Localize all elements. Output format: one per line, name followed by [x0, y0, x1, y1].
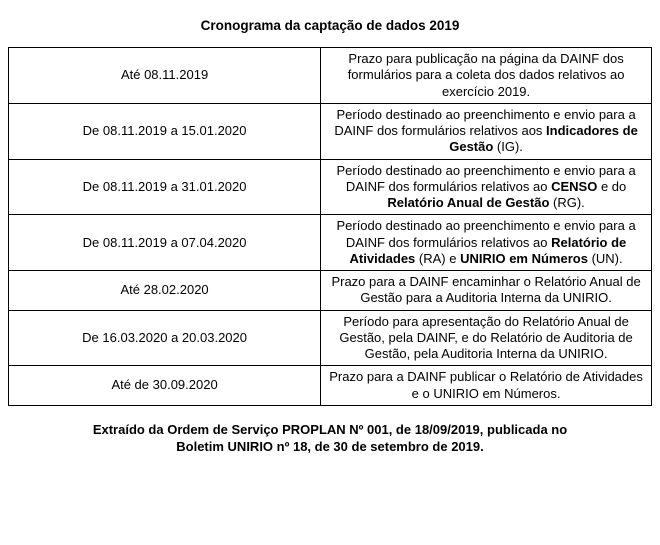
date-cell: De 08.11.2019 a 07.04.2020 [9, 215, 321, 271]
description-segment: Período destinado ao preenchimento e envio para a DAINF dos formulários relativos aos [334, 106, 636, 138]
description-segment: Prazo para publicação na página da DAINF dos formulários para a coleta dos dados relativos ao exercício 2019. [347, 51, 625, 99]
table-row [9, 103, 652, 159]
description-segment: Prazo para a DAINF publicar o Relatório de Atividades e o UNIRIO em Números. [329, 369, 643, 401]
description-bold-segment: UNIRIO em Números [460, 250, 588, 266]
description-cell [321, 366, 652, 406]
date-cell: Até 28.02.2020 [9, 271, 321, 311]
description-segment: (IG). [493, 139, 523, 155]
schedule-table [8, 47, 652, 406]
table-row [9, 159, 652, 215]
description-bold-segment: Indicadores de Gestão [449, 123, 638, 155]
description-segment: Período destinado ao preenchimento e envio para a DAINF dos formulários relativos ao [336, 162, 636, 194]
description-segment: (UN). [587, 250, 623, 266]
table-row [9, 271, 652, 311]
date-cell: Até 08.11.2019 [9, 48, 321, 104]
description-cell [321, 103, 652, 159]
description-segment: Período destinado ao preenchimento e envio para a DAINF dos formulários relativos ao [336, 218, 636, 250]
date-cell: De 16.03.2020 a 20.03.2020 [9, 310, 321, 366]
description-bold-segment: Relatório Anual de Gestão [387, 195, 550, 210]
date-cell: De 08.11.2019 a 15.01.2020 [9, 103, 321, 159]
description-bold-segment: CENSO [551, 178, 598, 194]
table-row [9, 366, 652, 406]
date-cell: Até de 30.09.2020 [9, 366, 321, 406]
date-cell: De 08.11.2019 a 31.01.2020 [9, 159, 321, 215]
description-segment: Período para apresentação do Relatório Anual de Gestão, pela DAINF, e do Relatório de Auditoria de Gestão, pela Auditoria Interna da UNIRIO. [339, 313, 633, 361]
description-cell [321, 310, 652, 366]
footer-line-2: Boletim UNIRIO nº 18, de 30 de setembro de 2019. [176, 438, 484, 454]
footer-line-1: Extraído da Ordem de Serviço PROPLAN Nº 001, de 18/09/2019, publicada no [92, 421, 568, 437]
description-cell [321, 215, 652, 271]
description-cell [321, 271, 652, 311]
table-row [9, 310, 652, 366]
description-segment: (RG). [549, 195, 585, 210]
table-row [9, 215, 652, 271]
footer-note [8, 422, 652, 456]
description-cell [321, 48, 652, 104]
schedule-table-body [9, 48, 652, 406]
description-cell [321, 159, 652, 215]
description-segment: (RA) e [415, 250, 461, 266]
page-title: Cronograma da captação de dados 2019 [200, 18, 460, 33]
table-row [9, 48, 652, 104]
description-segment: e do [597, 178, 627, 194]
description-bold-segment: Relatório de Atividades [349, 234, 627, 266]
description-segment: Prazo para a DAINF encaminhar o Relatório Anual de Gestão para a Auditoria Interna da UNIRIO. [331, 274, 641, 306]
